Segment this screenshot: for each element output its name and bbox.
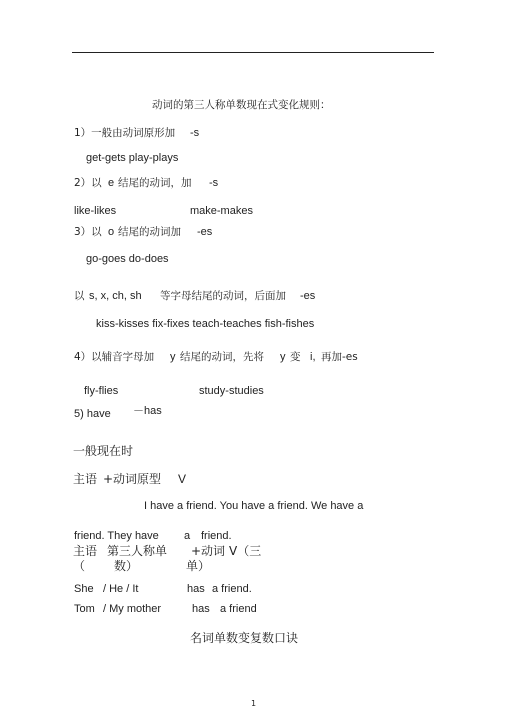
next-section-title: 名词单数变复数口诀 — [190, 631, 299, 645]
example2b-object: a friend — [220, 603, 257, 615]
rule2-example-a: like-likes — [74, 205, 117, 217]
page-title: 动词的第三人称单数现在式变化规则： — [152, 99, 331, 111]
rule-sh-suffix: -es — [300, 290, 316, 302]
rule1-example: get-gets play-plays — [86, 152, 179, 164]
rule5-label: 5) have — [74, 408, 111, 420]
rule2-label: 2）以 — [74, 177, 102, 189]
rule4-mid3: 再加-es — [321, 351, 358, 363]
rule2-mid: 结尾的动词，加 — [118, 177, 192, 189]
rule-sh-mid: 等字母结尾的动词，后面加 — [160, 290, 286, 302]
rule-sh-example: kiss-kisses fix-fixes teach-teaches fish-fishes — [96, 318, 315, 330]
rule4-example-b: study-studies — [199, 385, 264, 397]
example2a-object: a friend. — [212, 583, 252, 595]
pattern2-number: 数） — [114, 559, 139, 573]
rule2-example-b: make-makes — [190, 205, 253, 217]
pattern1-label: 主语 — [73, 472, 98, 486]
rule3-suffix: -es — [197, 226, 213, 238]
example1-line1: I have a friend. You have a friend. We have a — [144, 500, 364, 512]
pattern2-verb: +动词 — [191, 544, 226, 558]
example1-line2-a: friend. They have — [74, 530, 159, 542]
rule4-label: 4）以辅音字母加 — [74, 351, 155, 363]
page-number: 1 — [251, 699, 257, 708]
rule3-example: go-goes do-does — [86, 253, 169, 265]
pattern1-formula: +动词原型 — [103, 472, 162, 486]
rule1-suffix: -s — [190, 127, 200, 139]
example1-line2-c: friend. — [201, 530, 232, 542]
example2a-subject: She — [74, 583, 94, 595]
rule4-mid2: 变 — [290, 351, 301, 363]
rule4-letter: y — [170, 351, 176, 363]
pattern1-v: V — [178, 472, 187, 486]
rule4-example-a: fly-flies — [84, 385, 119, 397]
example1-line2-b: a — [184, 530, 191, 542]
rule4-mid: 结尾的动词，先将 — [180, 351, 264, 363]
rule2-letter: e — [108, 177, 115, 189]
header-rule — [72, 52, 434, 53]
rule5-dash: －has — [133, 405, 162, 417]
example2a-pronouns: / He / It — [103, 583, 139, 595]
rule4-letter2: y — [280, 351, 286, 363]
section-heading-present: 一般现在时 — [73, 444, 134, 458]
rule-sh-letters: s, x, ch, sh — [89, 290, 142, 302]
rule4-letter3: i, — [310, 351, 316, 363]
pattern2-paren-open: （ — [73, 559, 86, 573]
pattern2-person: 第三人称单 — [107, 544, 168, 558]
pattern2-v: V（三 — [229, 544, 262, 558]
rule1-label: 1）一般由动词原形加 — [74, 127, 176, 139]
rule3-letter: o — [108, 226, 115, 238]
rule2-suffix: -s — [209, 177, 219, 189]
rule-sh-label: 以 — [74, 290, 85, 302]
rule3-label: 3）以 — [74, 226, 102, 238]
example2b-subject: Tom — [74, 603, 95, 615]
pattern2-single: 单） — [186, 559, 211, 573]
example2b-verb: has — [192, 603, 210, 615]
rule3-mid: 结尾的动词加 — [118, 226, 181, 238]
pattern2-subject: 主语 — [73, 544, 98, 558]
example2a-verb: has — [187, 583, 205, 595]
example2b-nouns: / My mother — [103, 603, 162, 615]
